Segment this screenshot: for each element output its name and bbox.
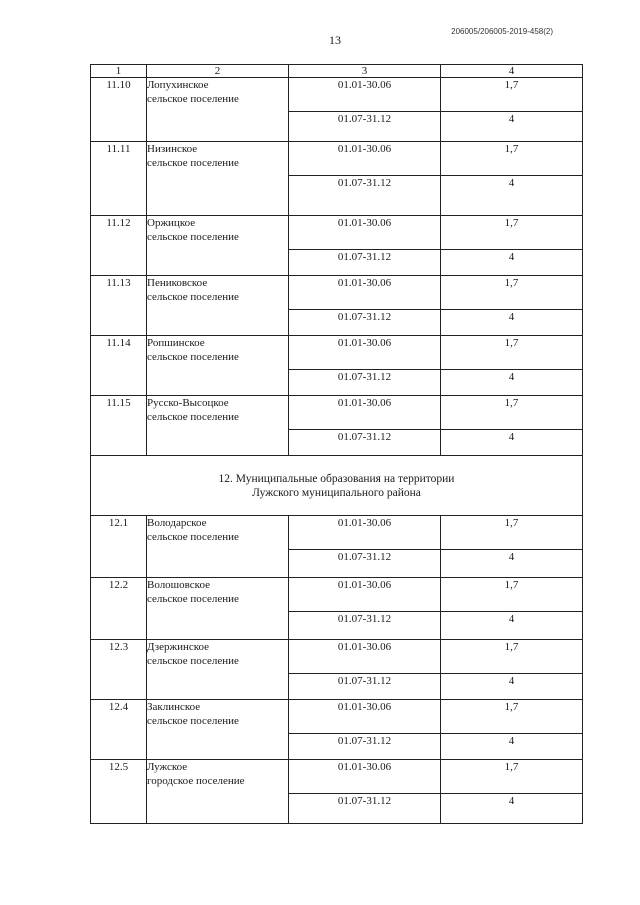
municipality-type-line: сельское поселение (147, 715, 239, 727)
period-cell: 01.01-30.06 (289, 276, 441, 310)
municipality-type-line: сельское поселение (147, 531, 239, 543)
period-cell: 01.07-31.12 (289, 674, 441, 700)
column-header: 1 (91, 65, 147, 78)
period-cell: 01.07-31.12 (289, 794, 441, 824)
period-cell: 01.01-30.06 (289, 760, 441, 794)
row-number: 11.15 (91, 396, 147, 456)
period-cell: 01.01-30.06 (289, 516, 441, 550)
row-number: 12.3 (91, 640, 147, 700)
municipality-name (147, 78, 289, 142)
table-row (91, 216, 583, 250)
coefficient-cell: 1,7 (441, 516, 583, 550)
row-number: 11.10 (91, 78, 147, 142)
municipality-name (147, 578, 289, 640)
coefficient-cell: 4 (441, 370, 583, 396)
municipality-type-line: сельское поселение (147, 157, 239, 169)
row-number: 11.13 (91, 276, 147, 336)
municipality-name-line: Волошовское (147, 579, 210, 591)
period-cell: 01.07-31.12 (289, 734, 441, 760)
period-cell: 01.01-30.06 (289, 142, 441, 176)
coefficient-cell: 4 (441, 430, 583, 456)
period-cell: 01.07-31.12 (289, 612, 441, 640)
municipality-name-line: Лужское (147, 761, 188, 773)
municipality-name-line: Русско-Высоцкое (147, 397, 229, 409)
period-cell: 01.07-31.12 (289, 550, 441, 578)
coefficient-cell: 1,7 (441, 700, 583, 734)
coefficient-cell: 4 (441, 734, 583, 760)
municipality-name-line: Володарское (147, 517, 207, 529)
period-cell: 01.07-31.12 (289, 112, 441, 142)
coefficient-cell: 1,7 (441, 276, 583, 310)
municipality-type-line: сельское поселение (147, 593, 239, 605)
coefficient-cell: 4 (441, 794, 583, 824)
row-number: 12.1 (91, 516, 147, 578)
section-heading-line: Лужского муниципального района (252, 486, 421, 499)
table-row (91, 760, 583, 794)
municipality-name (147, 516, 289, 578)
municipality-name (147, 640, 289, 700)
table-row (91, 142, 583, 176)
period-cell: 01.01-30.06 (289, 336, 441, 370)
coefficient-cell: 4 (441, 112, 583, 142)
row-number: 11.11 (91, 142, 147, 216)
period-cell: 01.07-31.12 (289, 310, 441, 336)
coefficient-cell: 1,7 (441, 336, 583, 370)
period-cell: 01.07-31.12 (289, 176, 441, 216)
coefficient-cell: 4 (441, 310, 583, 336)
coefficient-cell: 1,7 (441, 760, 583, 794)
period-cell: 01.07-31.12 (289, 430, 441, 456)
row-number: 12.4 (91, 700, 147, 760)
section-heading (91, 456, 583, 516)
period-cell: 01.01-30.06 (289, 216, 441, 250)
municipality-name-line: Дзержинское (147, 641, 210, 653)
table-row (91, 700, 583, 734)
municipality-name-line: Лопухинское (147, 79, 209, 91)
coefficient-cell: 1,7 (441, 216, 583, 250)
coefficient-cell: 4 (441, 674, 583, 700)
coefficient-cell: 4 (441, 250, 583, 276)
coefficient-cell: 1,7 (441, 78, 583, 112)
municipality-type-line: сельское поселение (147, 93, 239, 105)
municipality-type-line: городское поселение (147, 775, 245, 787)
coefficient-cell: 1,7 (441, 142, 583, 176)
table-row (91, 516, 583, 550)
row-number: 11.14 (91, 336, 147, 396)
municipality-name-line: Низинское (147, 143, 198, 155)
table-row (91, 276, 583, 310)
municipality-name (147, 396, 289, 456)
page-number: 13 (329, 33, 341, 47)
municipality-type-line: сельское поселение (147, 411, 239, 423)
municipality-name-line: Заклинское (147, 701, 201, 713)
column-header-row (91, 65, 583, 78)
municipality-name (147, 142, 289, 216)
period-cell: 01.01-30.06 (289, 78, 441, 112)
coefficient-cell: 1,7 (441, 640, 583, 674)
column-header: 2 (147, 65, 289, 78)
municipality-type-line: сельское поселение (147, 655, 239, 667)
table-row (91, 640, 583, 674)
row-number: 11.12 (91, 216, 147, 276)
column-header: 4 (441, 65, 583, 78)
municipality-name (147, 216, 289, 276)
municipality-name (147, 700, 289, 760)
table-row (91, 78, 583, 112)
table-row (91, 578, 583, 612)
coefficient-cell: 4 (441, 176, 583, 216)
municipality-name (147, 276, 289, 336)
municipality-name-line: Пениковское (147, 277, 208, 289)
coefficient-cell: 4 (441, 612, 583, 640)
coefficients-table (90, 64, 583, 824)
section-heading-line: 12. Муниципальные образования на территории (218, 472, 455, 485)
period-cell: 01.01-30.06 (289, 578, 441, 612)
table-row (91, 336, 583, 370)
period-cell: 01.07-31.12 (289, 250, 441, 276)
municipality-name-line: Оржицкое (147, 217, 196, 229)
section-row (91, 456, 583, 516)
column-header: 3 (289, 65, 441, 78)
municipality-name (147, 760, 289, 824)
municipality-type-line: сельское поселение (147, 291, 239, 303)
municipality-name (147, 336, 289, 396)
period-cell: 01.01-30.06 (289, 396, 441, 430)
document-id: 206005/206005-2019-458(2) (451, 27, 553, 36)
table-row (91, 396, 583, 430)
period-cell: 01.01-30.06 (289, 700, 441, 734)
municipality-name-line: Ропшинское (147, 337, 205, 349)
row-number: 12.5 (91, 760, 147, 824)
municipality-type-line: сельское поселение (147, 351, 239, 363)
coefficient-cell: 4 (441, 550, 583, 578)
municipality-type-line: сельское поселение (147, 231, 239, 243)
period-cell: 01.07-31.12 (289, 370, 441, 396)
period-cell: 01.01-30.06 (289, 640, 441, 674)
coefficient-cell: 1,7 (441, 578, 583, 612)
coefficient-cell: 1,7 (441, 396, 583, 430)
row-number: 12.2 (91, 578, 147, 640)
